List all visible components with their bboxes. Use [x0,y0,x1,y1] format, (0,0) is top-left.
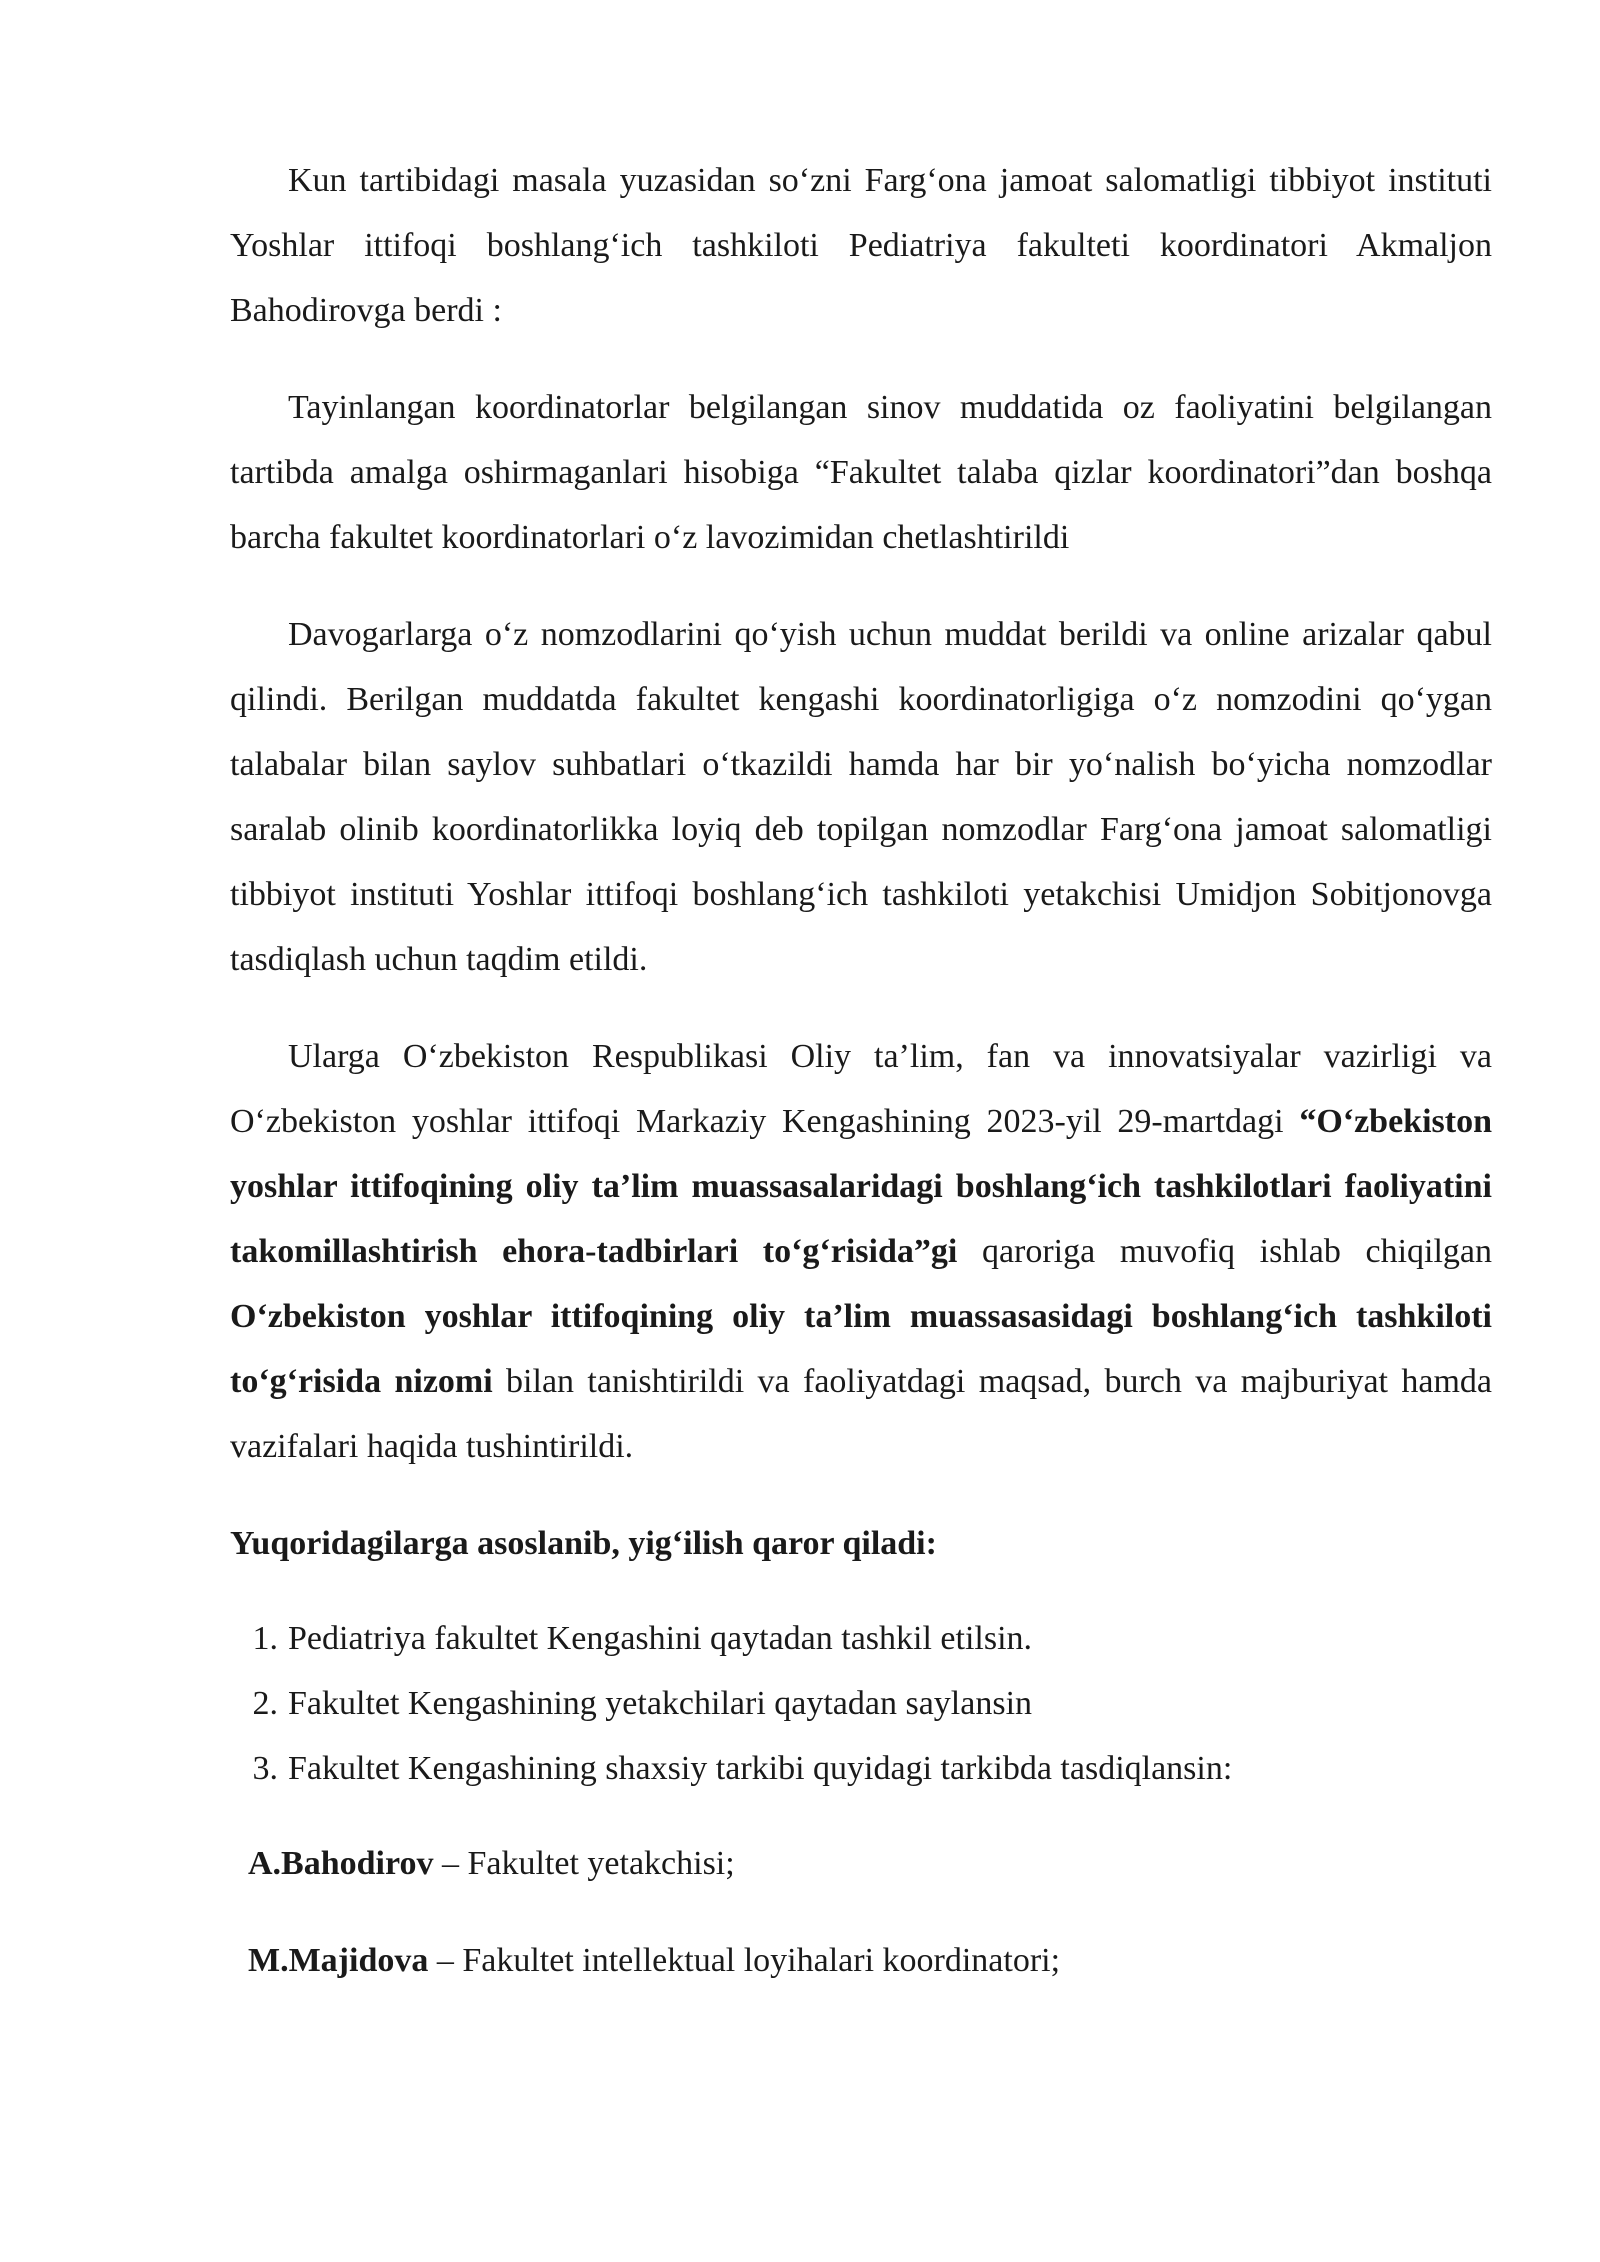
decision-text: Fakultet Kengashining shaxsiy tarkibi quyidagi tarkibda tasdiqlansin: [288,1750,1233,1787]
decision-item [230,1736,1492,1801]
member-entry [248,1928,1492,1993]
decision-number: 1. [252,1620,278,1657]
member-entry [248,1831,1492,1896]
paragraph-coordinators-removed: Tayinlangan koordinatorlar belgilangan sinov muddatida oz faoliyatini belgilangan tartibda amalga oshirmaganlari hisobiga “Fakultet talaba qizlar koordinatori”dan boshqa barcha fakultet koordinatorlari o‘z lavozimidan chetlashtirildi [230,389,1492,556]
member-role: – Fakultet intellektual loyihalari koordinatori; [428,1942,1061,1979]
resolution-title: “O‘zbekiston yoshlar ittifoqining oliy ta’lim muassasalaridagi boshlang‘ich tashkilotlari faoliyatini takomillashtirish ehora-tadbirlari to‘g‘risida”gi [230,1103,1492,1270]
decision-text: Fakultet Kengashining yetakchilari qaytadan saylansin [288,1685,1033,1722]
member-name: M.Majidova [248,1942,429,1979]
decision-item [230,1606,1492,1671]
regulations-text-1: Ularga O‘zbekiston Respublikasi Oliy ta’lim, fan va innovatsiyalar vazirligi va O‘zbekiston yoshlar ittifoqi Markaziy Kengashining 2023-yil 29-martdagi [230,1038,1492,1140]
document-page [230,148,1492,2025]
decision-heading: Yuqoridagilarga asoslanib, yig‘ilish qaror qiladi: [230,1525,937,1562]
paragraph-regulations [230,1024,1492,1479]
regulations-text-2: qaroriga muvofiq ishlab chiqilgan [957,1233,1492,1270]
decision-number: 3. [252,1750,278,1787]
decision-text: Pediatriya fakultet Kengashini qaytadan tashkil etilsin. [288,1620,1033,1657]
member-name: A.Bahodirov [248,1845,434,1882]
paragraph-agenda: Kun tartibidagi masala yuzasidan so‘zni Farg‘ona jamoat salomatligi tibbiyot instituti Yoshlar ittifoqi boshlang‘ich tashkiloti Pediatriya fakulteti koordinatori Akmaljon Bahodirovga berdi : [230,162,1492,329]
paragraph-candidates: Davogarlarga o‘z nomzodlarini qo‘yish uchun muddat berildi va online arizalar qabul qilindi. Berilgan muddatda fakultet kengashi koordinatorligiga o‘z nomzodini qo‘ygan talabalar bilan saylov suhbatlari o‘tkazildi hamda har bir yo‘nalish bo‘yicha nomzodlar saralab olinib koordinatorlikka loyiq deb topilgan nomzodlar Farg‘ona jamoat salomatligi tibbiyot instituti Yoshlar ittifoqi boshlang‘ich tashkiloti yetakchisi Umidjon Sobitjonovga tasdiqlash uchun taqdim etildi. [230,616,1492,978]
statute-title: O‘zbekiston yoshlar ittifoqining oliy ta’lim muassasasidagi boshlang‘ich tashkiloti to‘g‘risida nizomi [230,1298,1492,1400]
decision-number: 2. [252,1685,278,1722]
decision-list [230,1606,1492,1801]
decision-item [230,1671,1492,1736]
regulations-text-3: bilan tanishtirildi va faoliyatdagi maqsad, burch va majburiyat hamda vazifalari haqida tushintirildi. [230,1363,1492,1465]
member-role: – Fakultet yetakchisi; [433,1845,735,1882]
